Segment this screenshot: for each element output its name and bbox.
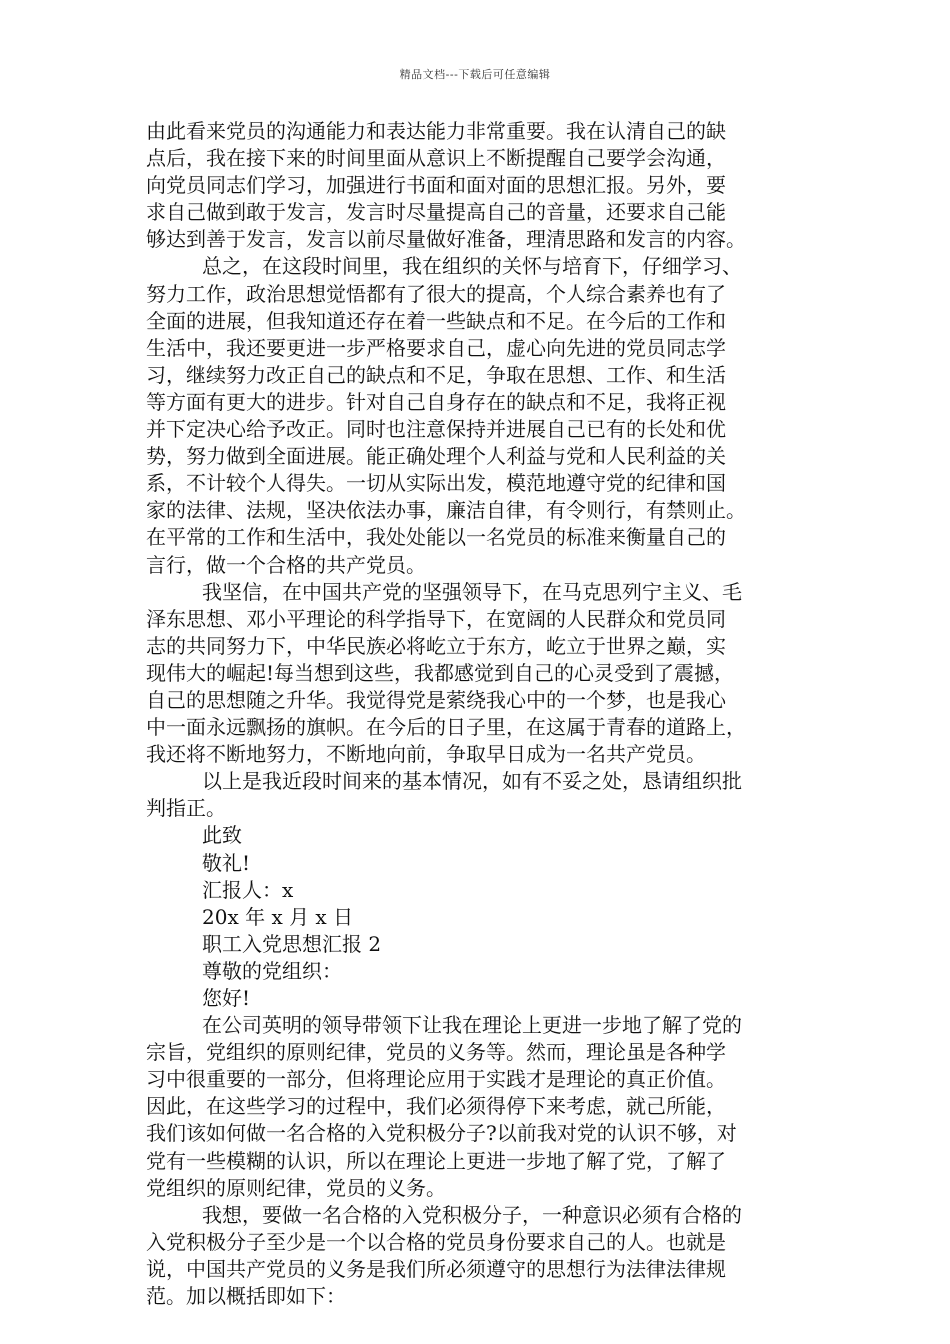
- text-line: 努力工作，政治思想觉悟都有了很大的提高，个人综合素养也有了: [146, 281, 726, 306]
- text-line: 习，继续努力改正自己的缺点和不足，争取在思想、工作、和生活: [146, 362, 726, 387]
- text-line: 我坚信，在中国共产党的坚强领导下，在马克思列宁主义、毛: [202, 579, 742, 604]
- text-line: 20x 年 x 月 x 日: [202, 904, 354, 929]
- text-line: 由此看来党员的沟通能力和表达能力非常重要。我在认清自己的缺: [146, 119, 726, 143]
- text-line: 志的共同努力下，中华民族必将屹立于东方，屹立于世界之巅，实: [146, 633, 726, 658]
- text-line: 并下定决心给予改正。同时也注意保持并进展自己已有的长处和优: [146, 417, 726, 442]
- text-line: 够达到善于发言，发言以前尽量做好准备，理清思路和发言的内容。: [146, 227, 746, 252]
- page-header: 精品文档---下载后可任意编辑: [399, 68, 551, 81]
- text-line: 以上是我近段时间来的基本情况，如有不妥之处，恳请组织批: [202, 769, 742, 794]
- document-body: [146, 118, 818, 1310]
- text-line: 等方面有更大的进步。针对自己自身存在的缺点和不足，我将正视: [146, 389, 726, 414]
- text-line: 我还将不断地努力，不断地向前，争取早日成为一名共产党员。: [146, 742, 706, 767]
- text-line: 总之，在这段时间里，我在组织的关怀与培育下，仔细学习、: [202, 254, 742, 279]
- text-line: 在公司英明的领导带领下让我在理论上更进一步地了解了党的: [202, 1013, 742, 1038]
- text-line: 言行，做一个合格的共产党员。: [146, 552, 426, 577]
- text-line: 全面的进展，但我知道还存在着一些缺点和不足。在今后的工作和: [146, 308, 726, 333]
- text-line: 系，不计较个人得失。一切从实际出发，模范地遵守党的纪律和国: [146, 471, 726, 496]
- text-line: 泽东思想、邓小平理论的科学指导下，在宽阔的人民群众和党员同: [146, 606, 726, 631]
- text-line: 范。加以概括即如下：: [146, 1284, 346, 1309]
- text-line: 此致: [202, 823, 242, 848]
- text-line: 求自己做到敢于发言，发言时尽量提高自己的音量，还要求自己能: [146, 200, 726, 225]
- text-line: 党组织的原则纪律，党员的义务。: [146, 1175, 446, 1200]
- text-line: 判指正。: [146, 796, 226, 821]
- text-line: 点后，我在接下来的时间里面从意识上不断提醒自己要学会沟通，: [146, 146, 726, 171]
- text-line: 生活中，我还要更进一步严格要求自己，虚心向先进的党员同志学: [146, 335, 726, 360]
- text-line: 自己的思想随之升华。我觉得党是萦绕我心中的一个梦，也是我心: [146, 687, 726, 712]
- text-line: 汇报人：x: [202, 877, 294, 902]
- text-line: 习中很重要的一部分，但将理论应用于实践才是理论的真正价值。: [146, 1067, 726, 1092]
- text-line: 在平常的工作和生活中，我处处能以一名党员的标准来衡量自己的: [146, 525, 726, 550]
- text-line: 我想，要做一名合格的入党积极分子，一种意识必须有合格的: [202, 1202, 742, 1227]
- text-line: 现伟大的崛起!每当想到这些，我都感觉到自己的心灵受到了震撼，: [146, 660, 735, 685]
- text-line: 势，努力做到全面进展。能正确处理个人利益与党和人民利益的关: [146, 444, 726, 469]
- text-line: 说，中国共产党员的义务是我们所必须遵守的思想行为法律法律规: [146, 1256, 726, 1281]
- text-line: 家的法律、法规，坚决依法办事，廉洁自律，有令则行，有禁则止。: [146, 498, 746, 523]
- text-line: 入党积极分子至少是一个以合格的党员身份要求自己的人。也就是: [146, 1229, 726, 1254]
- text-line: 职工入党思想汇报 2: [202, 931, 382, 956]
- text-line: 中一面永远飘扬的旗帜。在今后的日子里，在这属于青春的道路上，: [146, 715, 746, 740]
- text-line: 宗旨，党组织的原则纪律，党员的义务等。然而，理论虽是各种学: [146, 1040, 726, 1065]
- text-line: 尊敬的党组织：: [202, 958, 342, 983]
- text-line: 向党员同志们学习，加强进行书面和面对面的思想汇报。另外，要: [146, 173, 726, 198]
- text-line: 我们该如何做一名合格的入党积极分子?以前我对党的认识不够，对: [146, 1121, 737, 1146]
- text-line: 党有一些模糊的认识，所以在理论上更进一步地了解了党，了解了: [146, 1148, 726, 1173]
- text-line: 您好!: [202, 986, 251, 1010]
- text-line: 因此，在这些学习的过程中，我们必须得停下来考虑，就己所能，: [146, 1094, 726, 1119]
- text-line: 敬礼!: [202, 850, 251, 875]
